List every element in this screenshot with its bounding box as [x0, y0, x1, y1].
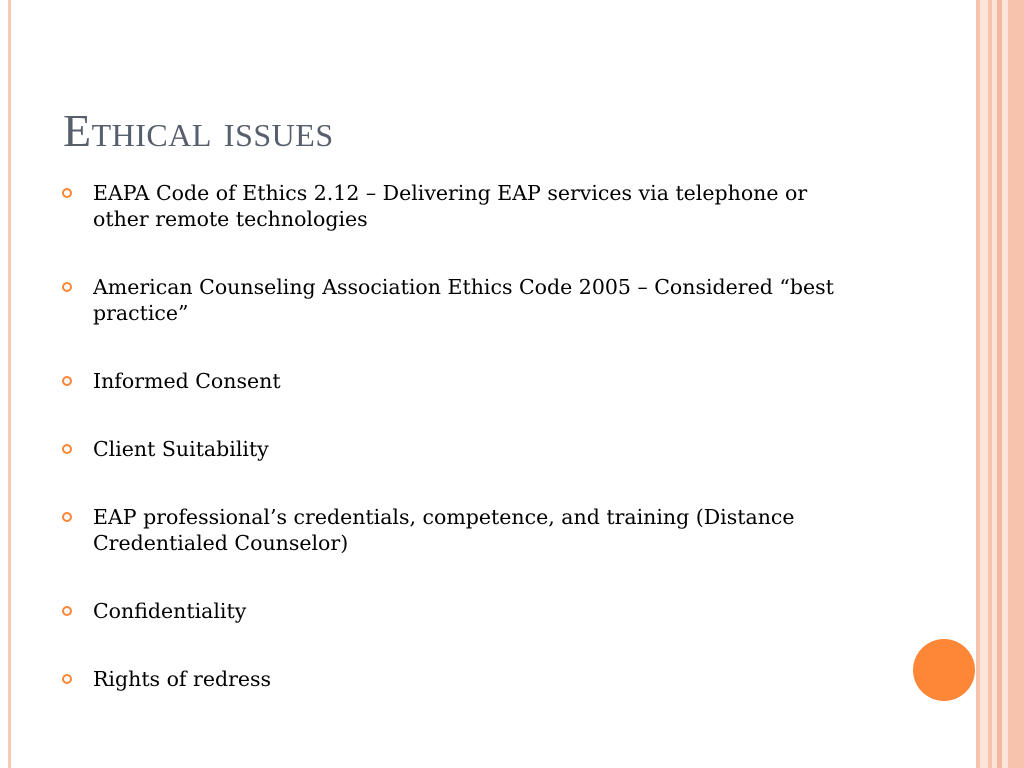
- circle-bullet-icon: [62, 188, 72, 198]
- circle-bullet-icon: [62, 444, 72, 454]
- circle-bullet-icon: [62, 376, 72, 386]
- circle-bullet-icon: [62, 606, 72, 616]
- bullet-text: EAP professional’s credentials, competence, and training (Distance Credentialed Counselor): [93, 505, 795, 555]
- bullet-item: [62, 504, 862, 556]
- border-band: [980, 0, 988, 768]
- bullet-item: [62, 180, 862, 232]
- bullet-text: Confidentiality: [93, 599, 247, 623]
- slide-title: Ethical issues: [63, 105, 334, 156]
- circle-bullet-icon: [62, 674, 72, 684]
- bullet-item: [62, 598, 862, 624]
- bullet-list: [62, 180, 862, 692]
- bullet-item: [62, 666, 862, 692]
- bullet-item: [62, 274, 862, 326]
- bullet-text: Rights of redress: [93, 667, 272, 691]
- circle-bullet-icon: [62, 282, 72, 292]
- border-band: [1008, 0, 1024, 768]
- bullet-text: Client Suitability: [93, 437, 269, 461]
- bullet-text: American Counseling Association Ethics Code 2005 – Considered “best practice”: [93, 275, 834, 325]
- orange-circle-decoration: [913, 639, 975, 701]
- right-decorative-border: [976, 0, 1024, 768]
- circle-bullet-icon: [62, 512, 72, 522]
- left-decorative-stripe: [8, 0, 11, 768]
- bullet-text: Informed Consent: [93, 369, 281, 393]
- bullet-item: [62, 436, 862, 462]
- bullet-item: [62, 368, 862, 394]
- bullet-text: EAPA Code of Ethics 2.12 – Delivering EAP services via telephone or other remote technologies: [93, 181, 808, 231]
